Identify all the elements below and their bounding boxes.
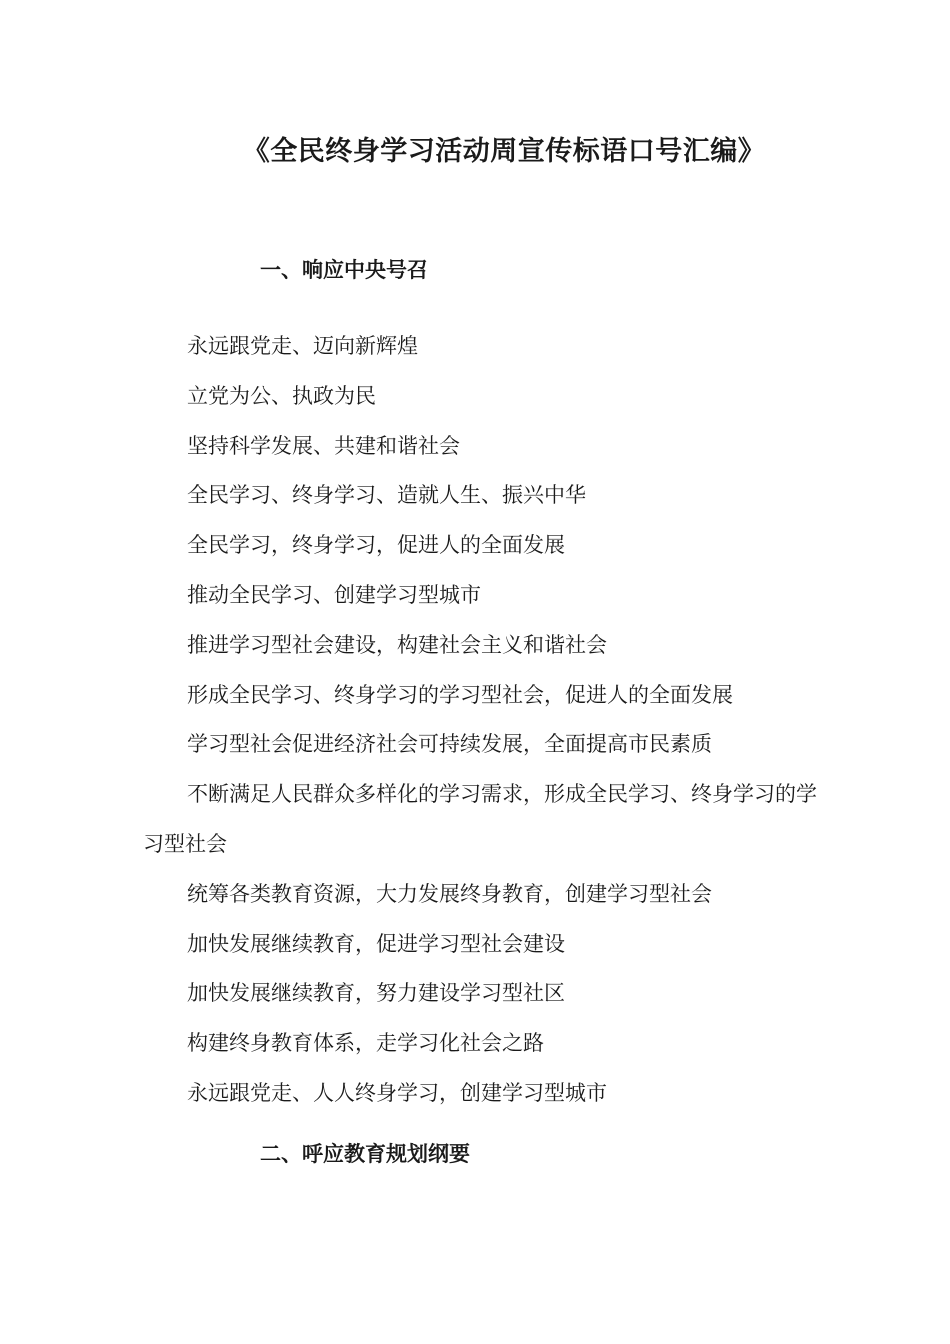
slogan-item: 永远跟党走、人人终身学习，创建学习型城市 — [187, 1080, 607, 1105]
section-heading-2: 二、呼应教育规划纲要 — [260, 1142, 470, 1166]
slogan-item: 推进学习型社会建设，构建社会主义和谐社会 — [187, 632, 607, 657]
slogan-item: 学习型社会促进经济社会可持续发展，全面提高市民素质 — [187, 732, 712, 757]
slogan-item: 坚持科学发展、共建和谐社会 — [187, 433, 460, 458]
slogan-item: 不断满足人民群众多样化的学习需求，形成全民学习、终身学习的学习型社会 — [143, 782, 817, 856]
slogan-item: 全民学习，终身学习，促进人的全面发展 — [187, 533, 565, 558]
slogan-item: 加快发展继续教育，促进学习型社会建设 — [187, 931, 565, 956]
section-heading-1: 一、响应中央号召 — [260, 258, 428, 282]
slogan-item: 加快发展继续教育，努力建设学习型社区 — [187, 981, 565, 1006]
slogan-item: 统筹各类教育资源，大力发展终身教育，创建学习型社会 — [187, 881, 712, 906]
document-title: 《全民终身学习活动周宣传标语口号汇编》 — [242, 136, 766, 167]
slogan-item: 形成全民学习、终身学习的学习型社会，促进人的全面发展 — [187, 682, 733, 707]
slogan-item: 构建终身教育体系，走学习化社会之路 — [187, 1031, 544, 1056]
slogan-item: 永远跟党走、迈向新辉煌 — [187, 334, 418, 358]
slogan-item: 立党为公、执政为民 — [187, 383, 376, 408]
slogan-item: 全民学习、终身学习、造就人生、振兴中华 — [187, 483, 586, 508]
slogan-item: 推动全民学习、创建学习型城市 — [187, 582, 481, 607]
slogan-list — [143, 322, 823, 1119]
